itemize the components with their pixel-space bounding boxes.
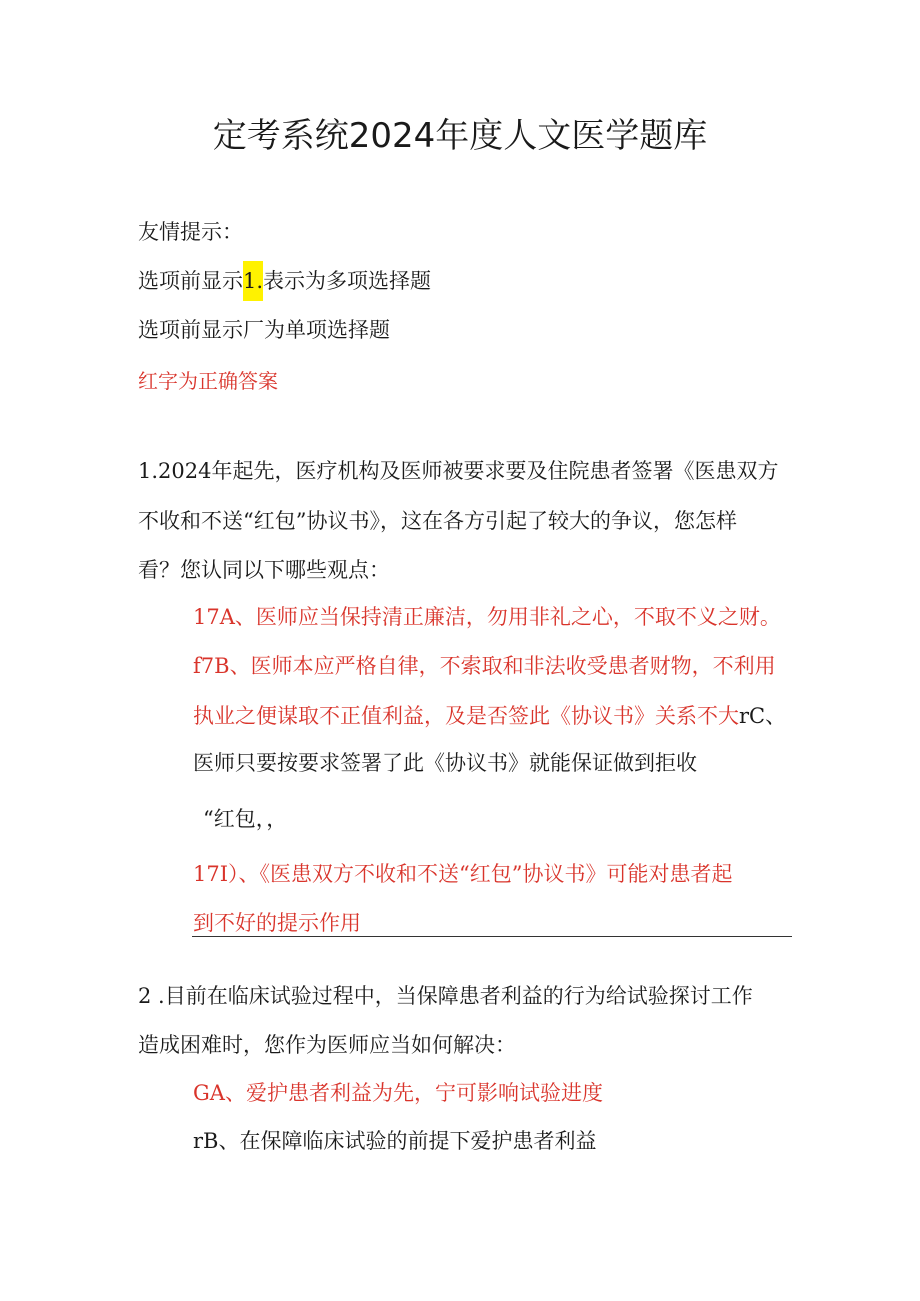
tips-multi-post: 表示为多项选择题	[263, 269, 432, 293]
q1-option-d-cont: 到不好的提示作用	[193, 911, 361, 935]
q2-stem-line: 造成困难时，您作为医师应当如何解决：	[138, 1033, 516, 1057]
q1-option-b-text: 执业之便谋取不正值利益，及是否签此《协议书》关系不大	[193, 704, 739, 728]
tips-heading: 友情提示：	[138, 220, 243, 244]
q2-option-a: GA、爱护患者利益为先，宁可影响试验进度	[193, 1081, 603, 1105]
q1-option-c-cont: “红包，，	[203, 807, 288, 831]
q2-option-b: rB、在保障临床试验的前提下爱护患者利益	[193, 1129, 597, 1153]
q1-option-b-cont	[193, 700, 786, 730]
q1-stem-line: 1.2024年起先，医疗机构及医师被要求要及住院患者签署《医患双方	[138, 459, 779, 483]
q1-option-d: 17I）、《医患双方不收和不送“红包”协议书》可能对患者起	[193, 862, 733, 886]
q1-stem-line: 不收和不送“红包”协议书》，这在各方引起了较大的争议，您怎样	[138, 509, 737, 533]
tips-multi-pre: 选项前显示	[138, 269, 243, 293]
tips-multi-choice	[138, 265, 431, 295]
q1-option-c: 医师只要按要求签署了此《协议书》就能保证做到拒收	[193, 751, 697, 775]
q1-option-c-mark: rC、	[739, 704, 787, 728]
divider	[192, 936, 792, 937]
q1-option-b: f7B、医师本应严格自律，不索取和非法收受患者财物，不利用	[193, 654, 776, 678]
q2-stem-line: 2 .目前在临床试验过程中，当保障患者利益的行为给试验探讨工作	[138, 984, 753, 1008]
q1-stem-line: 看？您认同以下哪些观点：	[138, 558, 390, 582]
tips-single-choice: 选项前显示厂为单项选择题	[138, 318, 390, 342]
tips-answer-color: 红字为正确答案	[138, 369, 278, 393]
page-title: 定考系统2024年度人文医学题库	[212, 116, 708, 156]
tips-multi-mark: 1.	[243, 261, 263, 301]
q1-option-a: 17A、医师应当保持清正廉洁，勿用非礼之心，不取不义之财。	[193, 605, 781, 629]
